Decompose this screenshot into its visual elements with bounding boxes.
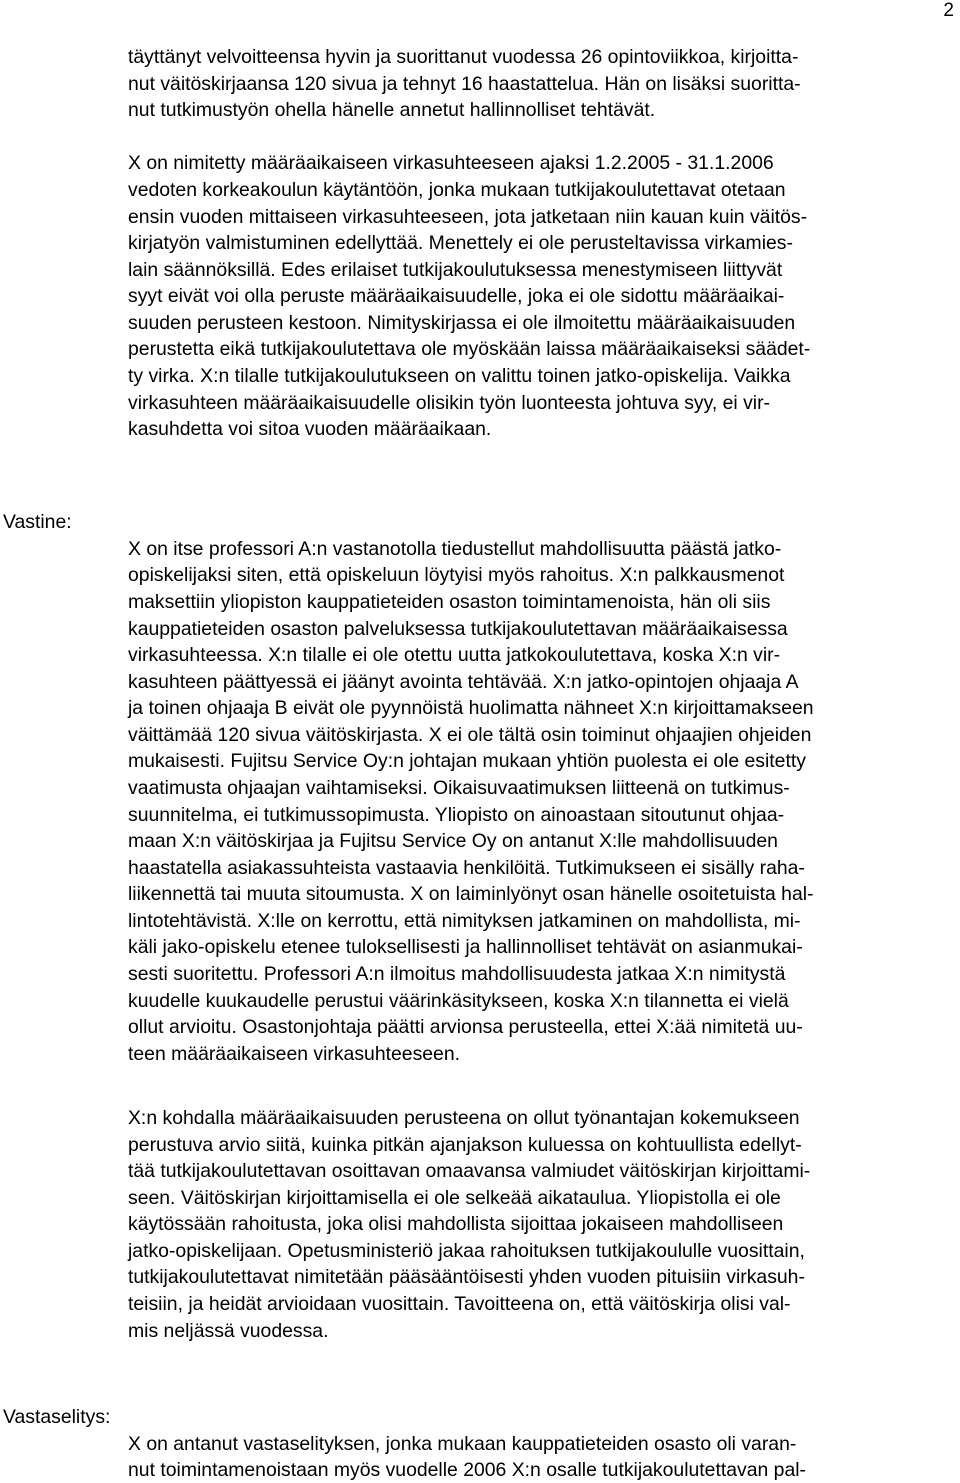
text-line: lintotehtävistä. X:lle on kerrottu, että nimityksen jatkaminen on mahdollista, mi- [128, 910, 801, 932]
text-line: käli jako-opiskelu etenee tuloksellisesti ja hallinnolliset tehtävät on asianmukai- [128, 936, 803, 958]
text-line: ensin vuoden mittaiseen virkasuhteeseen, jota jatketaan niin kauan kuin väitös- [128, 206, 808, 228]
text-line: väittämää 120 sivua väitöskirjasta. X ei ole tältä osin toiminut ohjaajien ohjeiden [128, 724, 812, 746]
text-line: mis neljässä vuodessa. [128, 1320, 329, 1342]
text-line: haastatella asiakassuhteista vastaavia henkilöitä. Tutkimukseen ei sisälly raha- [128, 857, 805, 879]
text-line: nut väitöskirjaansa 120 sivua ja tehnyt 16 haastattelua. Hän on lisäksi suoritta- [128, 73, 801, 95]
text-line: lain säännöksillä. Edes erilaiset tutkijakoulutuksessa menestymiseen liittyvät [128, 259, 783, 281]
text-line: maan X:n väitöskirjaa ja Fujitsu Service Oy on antanut X:lle mahdollisuuden [128, 830, 778, 852]
text-line: ja toinen ohjaaja B eivät ole pyynnöistä huolimatta nähneet X:n kirjoittamakseen [128, 697, 814, 719]
text-line: virkasuhteen määräaikaisuudelle olisikin työn luonteesta johtuva syy, ei vir- [128, 392, 771, 414]
text-line: kasuhdetta voi sitoa vuoden määräaikaan. [128, 418, 492, 440]
text-line: kasuhteen päättyessä ei jäänyt avointa tehtävää. X:n jatko-opintojen ohjaaja A [128, 671, 799, 693]
text-line: ollut arvioitu. Osastonjohtaja päätti arvionsa perusteella, ettei X:ää nimitetä uu- [128, 1016, 803, 1038]
text-line: vaatimusta ohjaajan vaihtamiseksi. Oikaisuvaatimuksen liitteenä on tutkimus- [128, 777, 790, 799]
text-line: X on antanut vastaselityksen, jonka mukaan kauppatieteiden osasto oli varan- [128, 1433, 797, 1455]
text-line: suunnitelma, ei tutkimussopimusta. Yliopisto on ainoastaan sitoutunut ohjaa- [128, 804, 785, 826]
text-line: mukaisesti. Fujitsu Service Oy:n johtajan mukaan yhtiön puolesta ei ole esitetty [128, 750, 806, 772]
text-line: X on itse professori A:n vastanotolla tiedustellut mahdollisuutta päästä jatko- [128, 538, 782, 560]
text-line: ty virka. X:n tilalle tutkijakoulutukseen on valittu toinen jatko-opiskelija. Vaikka [128, 365, 791, 387]
text-line: nut toimintamenoistaan myös vuodelle 2006 X:n osalle tutkijakoulutettavan pal- [128, 1459, 807, 1481]
text-line: liikennettä tai muuta sitoumusta. X on laiminlyönyt osan hänelle osoitetuista hal- [128, 883, 814, 905]
text-line: täyttänyt velvoitteensa hyvin ja suorittanut vuodessa 26 opintoviikkoa, kirjoitta- [128, 46, 799, 68]
text-line: kauppatieteiden osaston palveluksessa tutkijakoulutettavan määräaikaisessa [128, 618, 788, 640]
text-line: teisiin, ja heidät arvioidaan vuosittain. Tavoitteena on, että väitöskirja olisi val- [128, 1293, 791, 1315]
text-line: maksettiin yliopiston kauppatieteiden osaston toimintamenoista, hän oli siis [128, 591, 771, 613]
text-line: jatko-opiskelijaan. Opetusministeriö jakaa rahoituksen tutkijakoululle vuosittain, [128, 1240, 805, 1262]
text-line: perustuva arvio siitä, kuinka pitkän ajanjakson kuluessa on kohtuullista edellyt- [128, 1134, 802, 1156]
page-number: 2 [943, 0, 954, 21]
text-line: sesti suoritettu. Professori A:n ilmoitus mahdollisuudesta jatkaa X:n nimitystä [128, 963, 786, 985]
text-line: X on nimitetty määräaikaiseen virkasuhteeseen ajaksi 1.2.2005 - 31.1.2006 [128, 152, 774, 174]
text-line: seen. Väitöskirjan kirjoittamisella ei ole selkeää aikataulua. Yliopistolla ei ole [128, 1187, 781, 1209]
text-line: perustetta eikä tutkijakoulutettava ole myöskään laissa määräaikaiseksi säädet- [128, 338, 811, 360]
text-line: tutkijakoulutettavat nimitetään pääsääntöisesti yhden vuoden pituisiin virkasuh- [128, 1266, 805, 1288]
text-line: teen määräaikaiseen virkasuhteeseen. [128, 1043, 460, 1065]
text-line: kuudelle kuukaudelle perustui väärinkäsitykseen, koska X:n tilannetta ei vielä [128, 990, 789, 1012]
text-line: opiskelijaksi siten, että opiskeluun löytyisi myös rahoitus. X:n palkkausmenot [128, 564, 785, 586]
text-line: käytössään rahoitusta, joka olisi mahdollista sijoittaa jokaiseen mahdolliseen [128, 1213, 784, 1235]
text-line: syyt eivät voi olla peruste määräaikaisuudelle, joka ei ole sidottu määräaikai- [128, 285, 785, 307]
vastine-heading: Vastine: [3, 511, 72, 533]
text-line: suuden perusteen kestoon. Nimityskirjassa ei ole ilmoitettu määräaikaisuuden [128, 312, 796, 334]
text-line: X:n kohdalla määräaikaisuuden perusteena on ollut työnantajan kokemukseen [128, 1107, 800, 1129]
vastaselitys-heading: Vastaselitys: [3, 1406, 111, 1428]
text-line: tää tutkijakoulutettavan osoittavan omaavansa valmiudet väitöskirjan kirjoittami- [128, 1160, 811, 1182]
text-line: vedoten korkeakoulun käytäntöön, jonka mukaan tutkijakoulutettavat otetaan [128, 179, 786, 201]
text-line: virkasuhteessa. X:n tilalle ei ole otettu uutta jatkokoulutettava, koska X:n vir- [128, 644, 781, 666]
text-line: nut tutkimustyön ohella hänelle annetut hallinnolliset tehtävät. [128, 99, 656, 121]
text-line: kirjatyön valmistuminen edellyttää. Menettely ei ole perusteltavissa virkamies- [128, 232, 793, 254]
